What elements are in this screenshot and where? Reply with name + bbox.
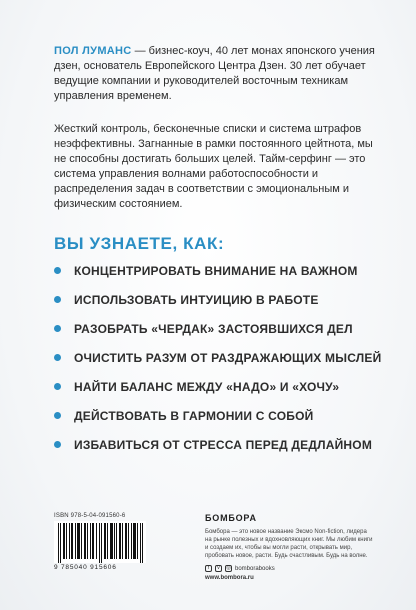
publisher-description: Бомбора — это новое название Эксмо Non-fiction, лидера на рынке полезных и вдохновляющих книг. Мы любим книги и создаем их, чтобы вы могли расти, открывать мир, пробовать новое, расти. Будь счастливым. Будь на волне. [205,529,373,559]
social-handle: bomborabooks [235,565,275,572]
list-item [54,351,394,380]
bullet-dot-icon [54,441,61,448]
list-item-text: ИЗБАВИТЬСЯ ОТ СТРЕССА ПЕРЕД ДЕДЛАЙНОМ [74,438,373,452]
bullet-dot-icon [54,383,61,390]
bullet-dot-icon [54,296,61,303]
publisher-block [205,513,375,581]
list-item-text: ДЕЙСТВОВАТЬ В ГАРМОНИИ С СОБОЙ [74,409,314,423]
benefits-list [54,264,394,467]
list-item [54,293,394,322]
barcode-image [54,521,146,563]
list-item [54,380,394,409]
barcode-number: 9 785040 915606 [54,564,117,571]
vk-icon: v [215,565,222,572]
social-links [205,565,375,572]
author-name: ПОЛ ЛУМАНС [54,45,132,57]
list-item [54,438,394,467]
bullet-dot-icon [54,267,61,274]
list-item [54,322,394,351]
list-item-text: НАЙТИ БАЛАНС МЕЖДУ «НАДО» И «ХОЧУ» [74,380,340,394]
facebook-icon: f [205,565,212,572]
section-heading: ВЫ УЗНАЕТЕ, КАК: [54,234,225,253]
bullet-dot-icon [54,325,61,332]
list-item-text: РАЗОБРАТЬ «ЧЕРДАК» ЗАСТОЯВШИХСЯ ДЕЛ [74,322,353,336]
list-item-text: КОНЦЕНТРИРОВАТЬ ВНИМАНИЕ НА ВАЖНОМ [74,264,358,278]
list-item [54,264,394,293]
publisher-website: www.bombora.ru [205,575,254,581]
publisher-logo: БОМБОРА [205,513,257,523]
list-item [54,409,394,438]
instagram-icon: ◎ [226,565,231,571]
book-description: Жесткий контроль, бесконечные списки и система штрафов неэффективны. Загнанные в рамки постоянного цейтнота, мы не способны достигать больших целей. Тайм-серфинг — это система управления волнами работоспособности и распределения задач в соответствии с эмоциональным и физическим состоянием. [54,123,373,210]
list-item-text: ОЧИСТИТЬ РАЗУМ ОТ РАЗДРАЖАЮЩИХ МЫСЛЕЙ [74,351,382,365]
author-bio [54,44,384,104]
bullet-dot-icon [54,412,61,419]
barcode-block [54,513,150,571]
bullet-dot-icon [54,354,61,361]
list-item-text: ИСПОЛЬЗОВАТЬ ИНТУИЦИЮ В РАБОТЕ [74,293,319,307]
author-bio-text: — бизнес-коуч, 40 лет монах японского учения дзен, основатель Европейского Центра Дзен. 30 лет обучает ведущие компании и руководителей восточным техникам управления временем. [54,45,375,102]
isbn-text: ISBN 978-5-04-091560-6 [54,513,126,519]
